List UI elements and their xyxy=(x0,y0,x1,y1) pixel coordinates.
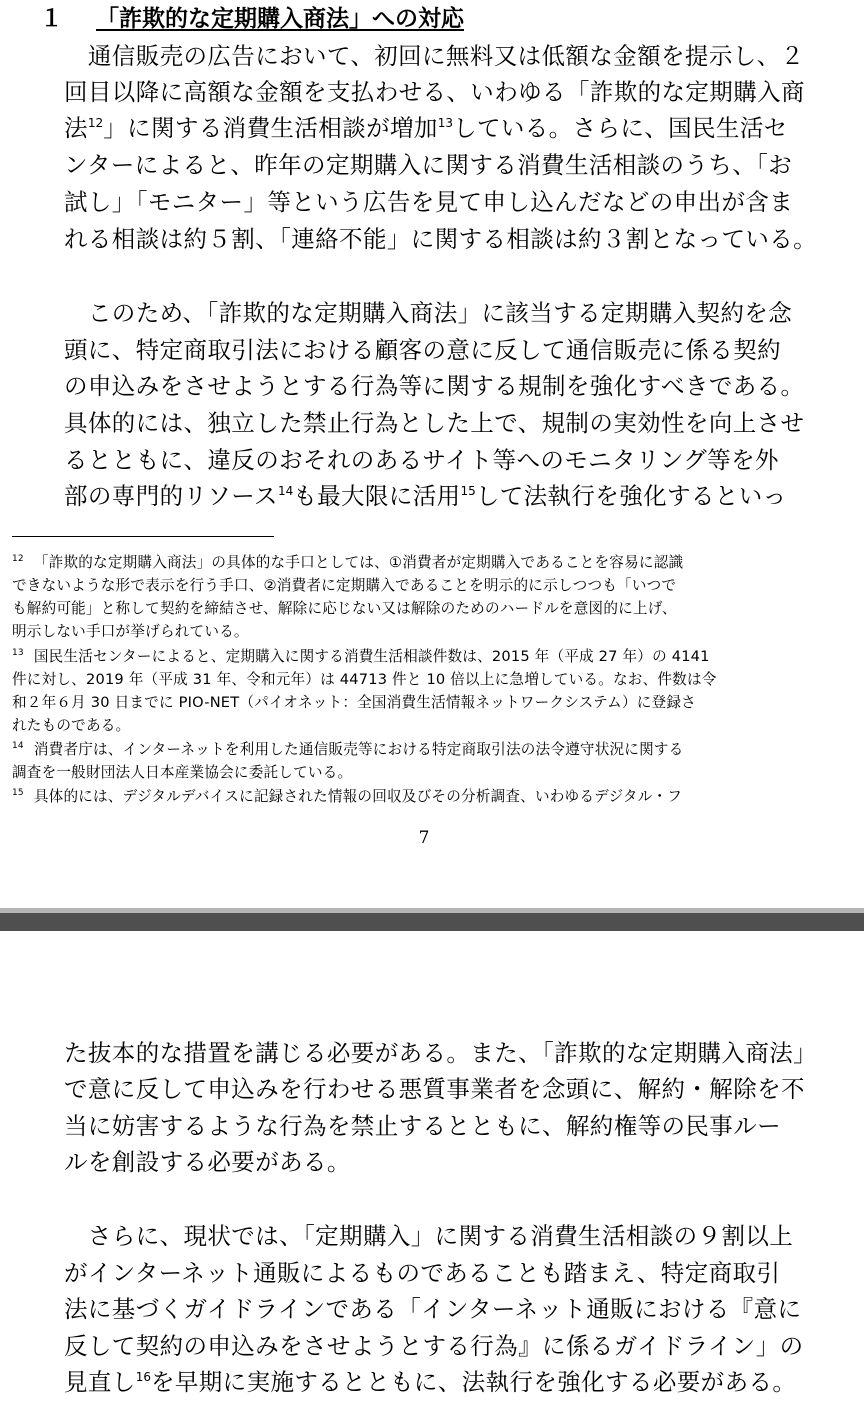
section-title: 「詐欺的な定期購入商法」への対応 xyxy=(96,6,464,32)
footnote-line: $^{13}$ 国民生活センターによると、定期購入に関する消費生活相談件数は、2015 年（平成 27 年）の 4141 xyxy=(12,648,710,665)
footnote-number: 14 xyxy=(12,741,24,752)
body-line: で意に反して申込みを行わせる悪質事業者を念頭に、解約・解除を不 xyxy=(64,1075,805,1103)
footnote-number: 13 xyxy=(12,648,24,659)
body-line: このため、「詐欺的な定期購入商法」に該当する定期購入契約を念 xyxy=(64,299,793,327)
footnote-separator xyxy=(12,536,274,537)
body-line: 回目以降に高額な金額を支払わせる、いわゆる「詐欺的な定期購入商 xyxy=(64,78,805,106)
body-line: 具体的には、独立した禁止行為とした上で、規制の実効性を向上させ xyxy=(64,409,805,437)
footnote-line: できないような形で表示を行う手口、②消費者に定期購入であることを明示的に示しつつも「いつで xyxy=(12,577,677,594)
footnote-line: 明示しない手口が挙げられている。 xyxy=(12,623,249,640)
footnote-line: れたものである。 xyxy=(12,717,131,734)
body-line: るとともに、違反のおそれのあるサイト等へのモニタリング等を外 xyxy=(64,446,779,474)
body-line: 試し」「モニター」等という広告を見て申し込んだなどの申出が含ま xyxy=(64,188,794,216)
body-line: の申込みをさせようとする行為等に関する規制を強化すべきである。 xyxy=(64,372,805,400)
footnote-number: 15 xyxy=(12,788,24,799)
section-number: １ xyxy=(40,6,63,32)
body-line: 法に基づくガイドラインである「インターネット通販における『意に xyxy=(64,1295,802,1323)
body-line: ルを創設する必要がある。 xyxy=(64,1148,351,1176)
body-line: 反して契約の申込みをさせようとする行為』に係るガイドライン」の xyxy=(64,1332,804,1360)
body-line: 頭に、特定商取引法における顧客の意に反して通信販売に係る契約 xyxy=(64,336,781,364)
body-line: 通信販売の広告において、初回に無料又は低額な金額を提示し、２ xyxy=(64,42,805,70)
footnote-ref: 13 xyxy=(437,116,454,131)
footnote-line: 和２年６月 30 日までに PIO-NET（パイオネット：全国消費生活情報ネットワークシステム）に登録さ xyxy=(12,694,696,711)
footnote-ref: 15 xyxy=(460,484,476,499)
page-separator xyxy=(0,913,864,931)
body-line: れる相談は約５割、「連絡不能」に関する相談は約３割となっている。 xyxy=(64,225,818,253)
footnote-line: $^{15}$ 具体的には、デジタルデバイスに記録された情報の回収及びその分析調査、いわゆるデジタル・フ xyxy=(12,788,683,805)
body-line: た抜本的な措置を講じる必要がある。また、「詐欺的な定期購入商法」 xyxy=(64,1039,818,1067)
footnote-line: 件に対し、2019 年（平成 31 年、令和元年）は 44713 件と 10 倍以上に急増している。なお、件数は令 xyxy=(12,671,717,688)
body-line: 部の専門的リソース$^{14}$も最大限に活用$^{15}$して法執行を強化するといっ xyxy=(64,482,787,510)
body-line: 当に妨害するような行為を禁止するとともに、解約権等の民事ルー xyxy=(64,1112,781,1140)
footnote-line: $^{12}$ 「詐欺的な定期購入商法」の具体的な手口としては、①消費者が定期購入であることを容易に認識 xyxy=(12,554,684,571)
footnote-line: $^{14}$ 消費者庁は、インターネットを利用した通信販売等における特定商取引法の法令遵守状況に関する xyxy=(12,741,684,758)
footnote-ref: 12 xyxy=(87,116,104,131)
section-heading xyxy=(40,4,464,34)
body-line: さらに、現状では、「定期購入」に関する消費生活相談の９割以上 xyxy=(64,1222,794,1250)
footnote-ref: 14 xyxy=(277,484,294,499)
body-line: 法$^{12}$」に関する消費生活相談が増加$^{13}$している。さらに、国民生活セ xyxy=(64,114,788,142)
body-line: 見直し$^{16}$を早期に実施するとともに、法執行を強化する必要がある。 xyxy=(64,1368,797,1396)
page-number: 7 xyxy=(418,828,430,848)
body-line: がインターネット通販によるものであることも踏まえ、特定商取引 xyxy=(64,1259,781,1287)
footnote-ref: 16 xyxy=(135,1370,151,1385)
footnote-number: 12 xyxy=(12,554,24,565)
footnote-line: も解約可能」と称して契約を締結させ、解除に応じない又は解除のためのハードルを意図的に上げ、 xyxy=(12,600,677,617)
footnote-line: 調査を一般財団法人日本産業協会に委託している。 xyxy=(12,764,353,781)
body-line: ンターによると、昨年の定期購入に関する消費生活相談のうち、「お xyxy=(64,151,793,179)
